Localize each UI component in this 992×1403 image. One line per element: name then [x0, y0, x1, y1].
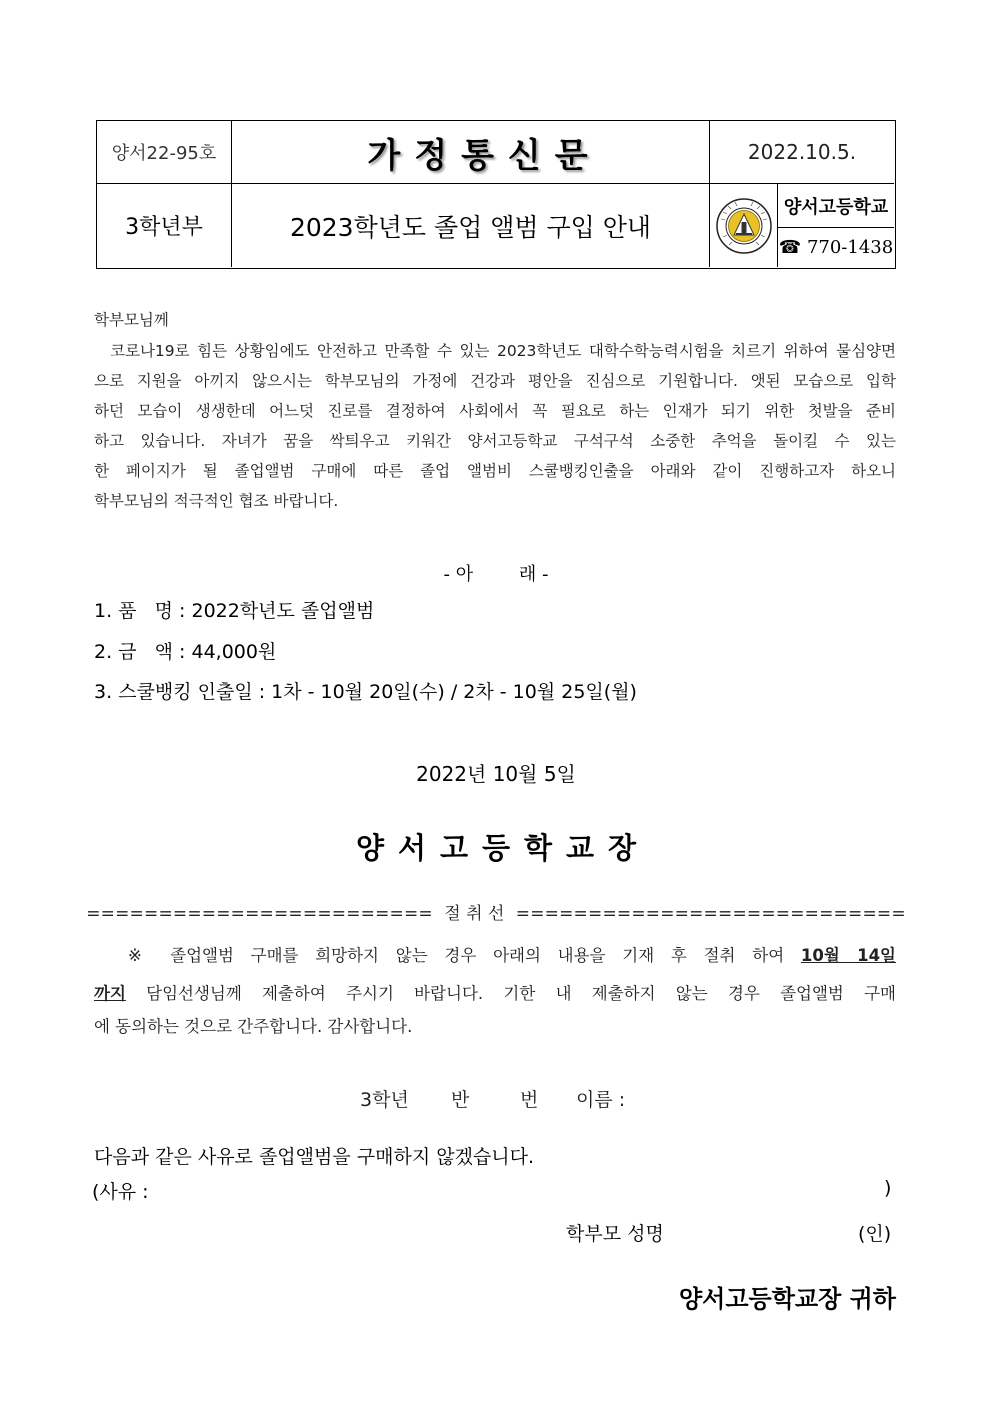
body-line: 으로 지원을 아끼지 않으시는 학부모님의 가정에 건강과 평안을 진심으로 기원합니다. 앳된 모습으로 입학 [94, 372, 896, 390]
page-title: 가정통신문 [367, 135, 602, 176]
issue-date: 2022년 10월 5일 [416, 762, 576, 786]
cut-notice-line: 에 동의하는 것으로 간주합니다. 감사합니다. [94, 1017, 413, 1036]
cut-line [0, 899, 992, 924]
body-line: 코로나19로 힘든 상황임에도 안전하고 만족할 수 있는 2023학년도 대학수학능력시험을 치르기 위하여 물심양면 [110, 342, 896, 360]
cut-notice-line [128, 942, 896, 966]
deadline-date: 10월 14일 [800, 946, 896, 965]
principal-signature: 양서고등학교장 [355, 831, 651, 865]
department: 3학년부 [125, 215, 203, 240]
cut-line-right: =========================== [515, 904, 906, 924]
form-name: 이름 : [576, 1089, 626, 1111]
notice-heading: - 아 래 - [443, 564, 549, 585]
cut-line-left: ======================== [86, 904, 433, 924]
form-seal: (인) [858, 1223, 892, 1245]
body-line: 한 페이지가 될 졸업앨범 구매에 따른 졸업 앨범비 스쿨뱅킹인출을 아래와 같이 진행하고자 하오니 [94, 462, 896, 480]
school-phone: ☎ 770-1438 [778, 237, 894, 258]
cut-line-label: 절 취 선 [444, 904, 505, 924]
form-grade: 3학년 [360, 1089, 409, 1111]
deadline-suffix: 까지 [94, 984, 126, 1003]
form-number: 번 [520, 1089, 539, 1111]
form-reason-open: (사유 : [92, 1181, 149, 1203]
cut-notice-line [94, 980, 896, 1004]
item-name: 1. 품 명 : 2022학년도 졸업앨범 [94, 600, 375, 622]
item-amount: 2. 금 액 : 44,000원 [94, 641, 277, 663]
cut-notice-text: ※ 졸업앨범 구매를 희망하지 않는 경우 아래의 내용을 기재 후 절취 하여 [128, 946, 801, 965]
form-reason-close: ) [884, 1177, 892, 1199]
body-line: 하던 모습이 생생한데 어느덧 진로를 결정하여 사회에서 꼭 필요로 하는 인재가 되기 위한 첫발을 준비 [94, 402, 896, 420]
greeting: 학부모님께 [94, 311, 169, 329]
cut-notice-text: 담임선생님께 제출하여 주시기 바랍니다. 기한 내 제출하지 않는 경우 졸업앨범 구매 [125, 984, 896, 1003]
form-addressee: 양서고등학교장 귀하 [678, 1285, 896, 1313]
school-logo [710, 184, 777, 267]
form-class: 반 [451, 1089, 470, 1111]
issue-number: 양서22-95호 [111, 143, 217, 164]
item-withdrawal-date: 3. 스쿨뱅킹 인출일 : 1차 - 10월 20일(수) / 2차 - 10월 25일(월) [94, 681, 637, 703]
body-line: 하고 있습니다. 자녀가 꿈을 싹틔우고 키워간 양서고등학교 구석구석 소중한 추억을 돌이킬 수 있는 [94, 432, 896, 450]
notice-date: 2022.10.5. [747, 140, 857, 164]
form-statement: 다음과 같은 사유로 졸업앨범을 구매하지 않겠습니다. [94, 1146, 535, 1168]
form-parent-sign: 학부모 성명 [566, 1223, 664, 1245]
notice-subject: 2023학년도 졸업 앨범 구입 안내 [289, 212, 652, 242]
body-line: 학부모님의 적극적인 협조 바랍니다. [94, 492, 339, 510]
header-table [96, 120, 896, 269]
school-emblem-icon [715, 197, 773, 255]
school-name: 양서고등학교 [783, 196, 889, 218]
